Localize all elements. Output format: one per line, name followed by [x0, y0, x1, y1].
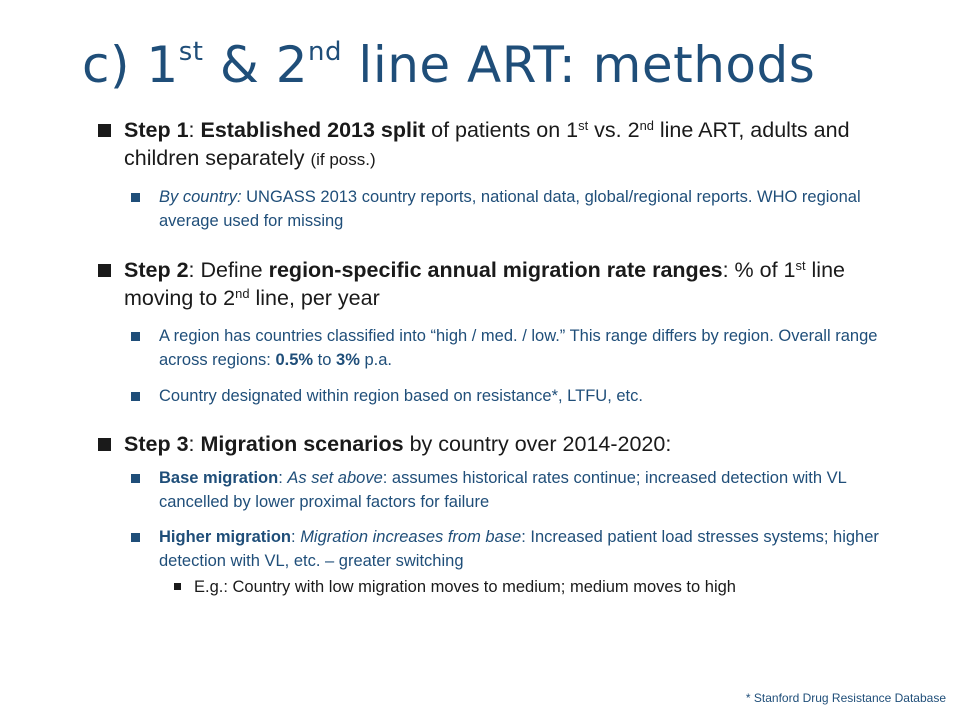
- slide-title: c) 1st & 2nd line ART: methods: [82, 36, 816, 94]
- step-3-example-bullet: E.g.: Country with low migration moves to medium; medium moves to high: [98, 575, 918, 599]
- square-bullet-icon: [98, 264, 111, 277]
- square-bullet-icon: [98, 124, 111, 137]
- step-3-sub-bullet-base: Base migration: As set above: assumes historical rates continue; increased detection with VL cancelled by lower proximal factors for failure: [98, 466, 918, 514]
- step-2-sub-bullet-range: A region has countries classified into “high / med. / low.” This range differs by region. Overall range across regions: 0.5% to 3% p.a.: [98, 324, 918, 372]
- square-bullet-icon: [98, 438, 111, 451]
- square-bullet-icon: [131, 392, 140, 401]
- square-bullet-icon: [131, 193, 140, 202]
- slide-content: [98, 116, 918, 599]
- step-3-bullet: Step 3: Migration scenarios by country over 2014-2020:: [98, 430, 918, 458]
- step-3-sub-bullet-higher: Higher migration: Migration increases from base: Increased patient load stresses systems; higher detection with VL, etc. – greater switching: [98, 525, 918, 573]
- footnote: * Stanford Drug Resistance Database: [745, 691, 946, 705]
- square-bullet-icon: [131, 533, 140, 542]
- step-1-sub-bullet: By country: UNGASS 2013 country reports, national data, global/regional reports. WHO regional average used for missing: [98, 185, 918, 233]
- step-2-bullet: Step 2: Define region-specific annual migration rate ranges: % of 1st line moving to 2nd line, per year: [98, 256, 918, 312]
- step-2-sub-bullet-country: Country designated within region based on resistance*, LTFU, etc.: [98, 384, 918, 408]
- square-bullet-icon: [174, 583, 181, 590]
- square-bullet-icon: [131, 332, 140, 341]
- step-1-bullet: Step 1: Established 2013 split of patients on 1st vs. 2nd line ART, adults and children separately (if poss.): [98, 116, 918, 174]
- square-bullet-icon: [131, 474, 140, 483]
